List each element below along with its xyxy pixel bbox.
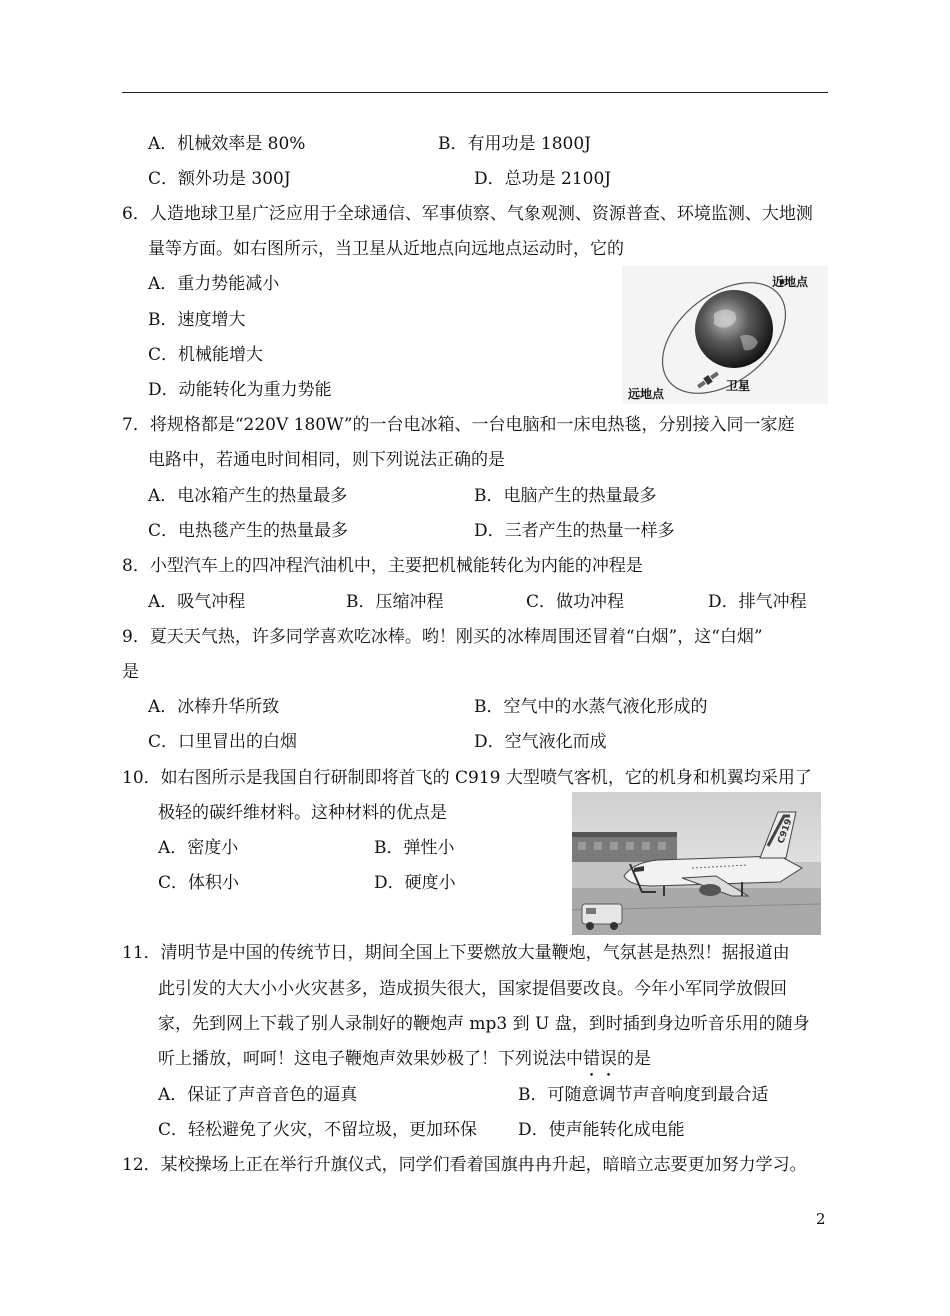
- q11-stem-line2: 此引发的大大小小火灾甚多，造成损失很大，国家提倡要改良。今年小军同学放假回: [158, 979, 787, 999]
- q6-option-a: A．重力势能减小: [148, 274, 280, 294]
- q7-option-b: B．电脑产生的热量最多: [474, 486, 657, 506]
- q7-option-a: A．电冰箱产生的热量最多: [148, 486, 348, 506]
- tail-text: C919: [776, 817, 795, 846]
- q7-option-d: D．三者产生的热量一样多: [474, 521, 675, 541]
- q5-option-c: C．额外功是 300J: [148, 169, 291, 189]
- q10-option-b: B．弹性小: [374, 838, 455, 858]
- q6-option-b: B．速度增大: [148, 310, 246, 330]
- q5-option-b: B．有用功是 1800J: [438, 134, 591, 154]
- q7-stem-line2: 电路中，若通电时间相同，则下列说法正确的是: [148, 450, 505, 470]
- q11-stem-line1: 11．清明节是中国的传统节日，期间全国上下要燃放大量鞭炮，气氛甚是热烈！据报道由: [122, 943, 790, 963]
- q10-option-d: D．硬度小: [374, 873, 456, 893]
- q11-stem-line3: 家，先到网上下载了别人录制好的鞭炮声 mp3 到 U 盘，到时插到身边听音乐用的随身: [158, 1014, 810, 1034]
- q9-option-a: A．冰棒升华所致: [148, 697, 280, 717]
- q11-stem-line4: [158, 1048, 651, 1070]
- perigee-label: 近地点: [772, 275, 809, 289]
- q11-line4-post: 的是: [617, 1049, 651, 1069]
- q11-option-c: C．轻松避免了火灾，不留垃圾，更加环保: [158, 1120, 478, 1140]
- header-rule: [122, 92, 828, 93]
- q11-option-d: D．使声能转化成电能: [518, 1120, 685, 1140]
- q7-stem-line1: 7．将规格都是“220V 180W”的一台电冰箱、一台电脑和一床电热毯，分别接入同一家庭: [122, 415, 795, 435]
- q6-stem-line1: 6．人造地球卫星广泛应用于全球通信、军事侦察、气象观测、资源普查、环境监测、大地测: [122, 204, 813, 224]
- q11-option-a: A．保证了声音音色的逼真: [158, 1085, 358, 1105]
- q7-option-c: C．电热毯产生的热量最多: [148, 521, 349, 541]
- q12-stem-line1: 12．某校操场上正在举行升旗仪式，同学们看着国旗冉冉升起，暗暗立志要更加努力学习。: [122, 1155, 807, 1175]
- q11-line4-pre: 听上播放，呵呵！这电子鞭炮声效果妙极了！下列说法中: [158, 1049, 583, 1069]
- q8-option-b: B．压缩冲程: [346, 592, 444, 612]
- satellite-label: 卫星: [726, 379, 751, 393]
- q10-option-a: A．密度小: [158, 838, 239, 858]
- q11-option-b: B．可随意调节声音响度到最合适: [518, 1085, 769, 1105]
- q6-option-c: C．机械能增大: [148, 345, 264, 365]
- page-number: 2: [816, 1210, 826, 1228]
- q8-option-d: D．排气冲程: [708, 592, 807, 612]
- q5-option-d: D．总功是 2100J: [474, 169, 612, 189]
- q5-option-a: A．机械效率是 80%: [148, 134, 306, 154]
- earth-icon: [695, 290, 773, 368]
- emphasis-char: 误: [600, 1049, 617, 1069]
- apogee-label: 远地点: [628, 387, 665, 401]
- q6-stem-line2: 量等方面。如右图所示，当卫星从近地点向远地点运动时，它的: [148, 239, 624, 259]
- c919-aircraft-photo: [572, 792, 821, 935]
- q9-stem-line2: 是: [122, 662, 139, 682]
- q9-option-d: D．空气液化而成: [474, 732, 607, 752]
- q10-stem-line2: 极轻的碳纤维材料。这种材料的优点是: [158, 803, 447, 823]
- satellite-orbit-figure: [622, 266, 828, 404]
- q8-option-a: A．吸气冲程: [148, 592, 246, 612]
- emphasis-char: 错: [583, 1049, 600, 1069]
- q9-option-b: B．空气中的水蒸气液化形成的: [474, 697, 708, 717]
- q6-option-d: D．动能转化为重力势能: [148, 380, 332, 400]
- q9-stem-line1: 9．夏天天气热，许多同学喜欢吃冰棒。哟！刚买的冰棒周围还冒着“白烟”，这“白烟”: [122, 627, 763, 647]
- q9-option-c: C．口里冒出的白烟: [148, 732, 298, 752]
- q8-stem-line1: 8．小型汽车上的四冲程汽油机中，主要把机械能转化为内能的冲程是: [122, 556, 643, 576]
- q10-stem-line1: 10．如右图所示是我国自行研制即将首飞的 C919 大型喷气客机，它的机身和机翼均采用了: [122, 768, 812, 788]
- q8-option-c: C．做功冲程: [526, 592, 625, 612]
- q10-option-c: C．体积小: [158, 873, 240, 893]
